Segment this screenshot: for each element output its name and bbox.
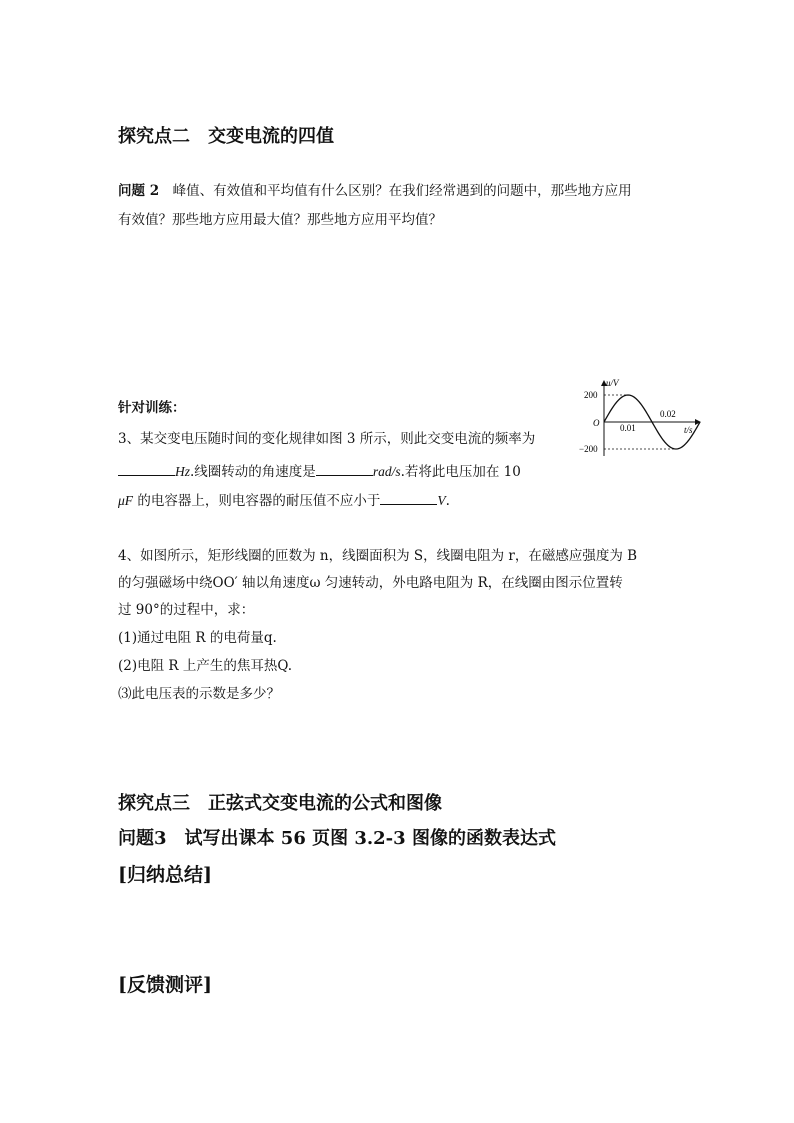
question3: 问题3 试写出课本 56 页图 3.2-3 图像的函数表达式	[118, 828, 556, 849]
tick-0-01: 0.01	[620, 423, 636, 433]
question2-line2: 有效值？那些地方应用最大值？那些地方应用平均值？	[118, 212, 442, 228]
voltage-time-graph	[576, 377, 702, 459]
question2-line1	[118, 185, 632, 199]
answer-blank-voltage[interactable]	[380, 491, 437, 505]
problem4-line2: 的匀强磁场中绕OO′ 轴以角速度ω 匀速转动，外电路电阻为 R，在线圈由图示位置转	[118, 575, 623, 591]
x-axis-label: t/s	[684, 425, 693, 435]
unit-v: V	[437, 493, 446, 508]
problem4-sub3: ⑶此电压表的示数是多少？	[118, 686, 280, 702]
problem3-line2	[118, 462, 521, 480]
unit-rad: rad/s	[372, 464, 401, 479]
problem3-line3	[118, 491, 450, 509]
origin-label: O	[593, 418, 600, 428]
unit-hz: Hz	[175, 464, 191, 479]
question2-text-1: 峰值、有效值和平均值有什么区别？在我们经常遇到的问题中，那些地方应用	[172, 183, 632, 199]
problem4-sub2: (2)电阻 R 上产生的焦耳热Q.	[118, 658, 293, 674]
question2-label: 问题 2	[118, 183, 160, 199]
problem4-sub1: (1)通过电阻 R 的电荷量q.	[118, 630, 277, 646]
problem4-line1: 4、如图所示，矩形线圈的匝数为 n，线圈面积为 S，线圈电阻为 r，在磁感应强度为 B	[118, 548, 638, 564]
y-axis-label: u/V	[606, 378, 619, 388]
problem3-text-voltage: 的电容器上，则电容器的耐压值不应小于	[133, 493, 381, 509]
section3-heading: 探究点三 正弦式交变电流的公式和图像	[118, 793, 442, 814]
tick-200: 200	[584, 390, 598, 400]
training-label: 针对训练：	[118, 400, 186, 416]
section2-heading: 探究点二 交变电流的四值	[118, 126, 334, 147]
problem3-text-omega: .线圈转动的角速度是	[190, 464, 316, 480]
unit-uf: μF	[118, 493, 134, 508]
feedback-heading: [反馈测评]	[118, 974, 212, 996]
problem3-line1: 3、某交变电压随时间的变化规律如图 3 所示，则此交变电流的频率为	[118, 431, 536, 447]
answer-blank-angular-velocity[interactable]	[316, 462, 373, 476]
answer-blank-frequency[interactable]	[118, 462, 175, 476]
tick-neg200: −200	[579, 444, 598, 454]
tick-0-02: 0.02	[660, 409, 676, 419]
summary-heading: [归纳总结]	[118, 864, 212, 886]
period-mark: .	[445, 493, 450, 509]
problem3-text-capacitor: .若将此电压加在 10	[400, 464, 521, 480]
problem4-line3: 过 90°的过程中，求：	[118, 602, 255, 618]
